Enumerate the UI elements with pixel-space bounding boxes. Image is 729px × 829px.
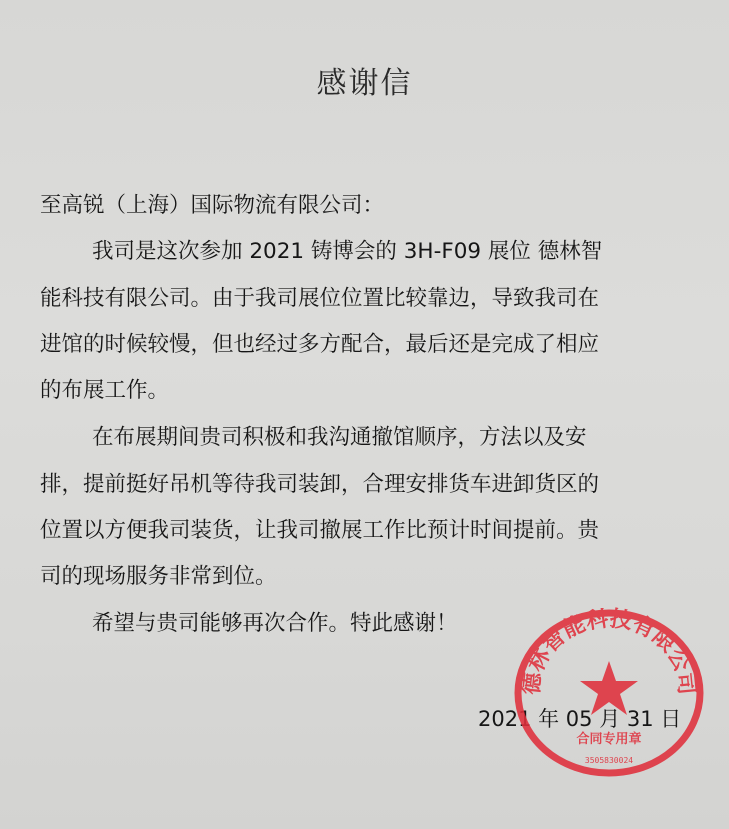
seal-purpose: 合同专用章 [576, 732, 642, 747]
paragraph-line: 的布展工作。 [40, 378, 170, 403]
paragraph-line: 司的现场服务非常到位。 [40, 564, 277, 589]
paragraph-line: 排，提前挺好吊机等待我司装卸，合理安排货车进卸货区的 [40, 472, 600, 497]
letter-salutation: 至高锐（上海）国际物流有限公司： [40, 193, 385, 218]
paragraph-line: 进馆的时候较慢，但也经过多方配合，最后还是完成了相应 [40, 332, 600, 357]
paragraph-line: 我司是这次参加 2021 铸博会的 3H-F09 展位 德林智 [92, 239, 603, 264]
closing-line: 希望与贵司能够再次合作。特此感谢！ [92, 611, 458, 636]
company-seal-stamp [510, 603, 708, 779]
paragraph-line: 能科技有限公司。由于我司展位位置比较靠边，导致我司在 [40, 286, 600, 311]
paragraph-line: 在布展期间贵司积极和我沟通撤馆顺序，方法以及安 [92, 425, 587, 450]
seal-company-name: 德林智能科技有限公司 [519, 606, 699, 696]
letter-title: 感谢信 [316, 66, 413, 101]
seal-number: 3505830024 [584, 756, 634, 765]
letter-date: 2021 年 05 月 31 日 [478, 707, 682, 731]
paragraph-line: 位置以方便我司装货，让我司撤展工作比预计时间提前。贵 [40, 518, 600, 543]
seal-star-icon [580, 661, 638, 715]
